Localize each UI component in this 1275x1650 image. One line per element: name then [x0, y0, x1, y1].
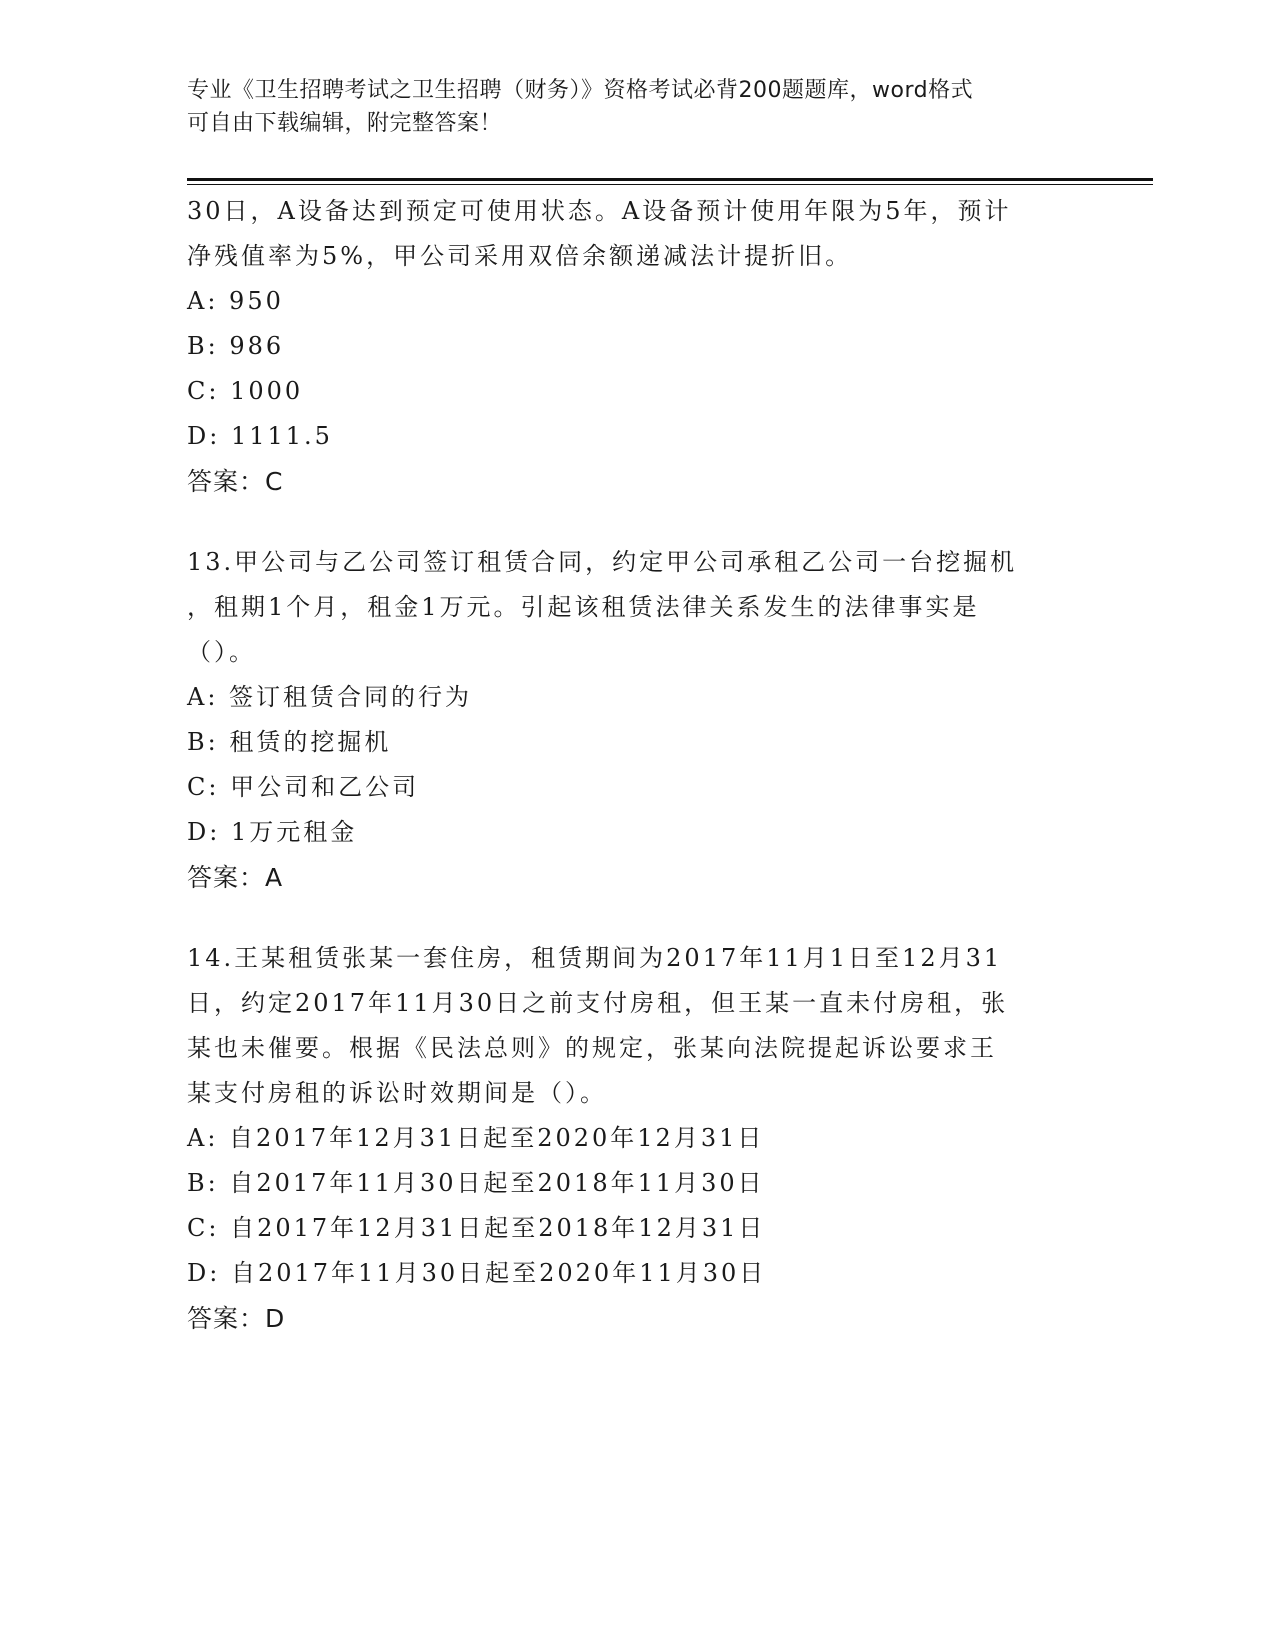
document-header — [187, 74, 1087, 140]
question-13 — [187, 540, 1087, 900]
option-a: A: 自2017年12月31日起至2020年12月31日 — [187, 1124, 765, 1152]
answer-line: 答案：A — [187, 863, 284, 892]
option-b: B: 986 — [187, 332, 285, 360]
question-text-line: 13.甲公司与乙公司签订租赁合同，约定甲公司承租乙公司一台挖掘机 — [187, 548, 1018, 576]
spacer — [187, 504, 1087, 540]
option-a: A: 签订租赁合同的行为 — [187, 683, 473, 711]
header-title-line-2: 可自由下载编辑，附完整答案！ — [187, 111, 503, 136]
option-d: D: 自2017年11月30日起至2020年11月30日 — [187, 1259, 767, 1287]
option-c: C: 自2017年12月31日起至2018年12月31日 — [187, 1214, 766, 1242]
spacer — [187, 900, 1087, 936]
question-12-continued — [187, 189, 1087, 504]
question-text-line: ，租期1个月，租金1万元。引起该租赁法律关系发生的法律事实是 — [187, 593, 980, 621]
option-a: A: 950 — [187, 287, 284, 315]
answer-line: 答案：C — [187, 467, 284, 496]
question-content — [187, 189, 1087, 1341]
option-d: D: 1万元租金 — [187, 818, 358, 846]
option-d: D: 1111.5 — [187, 422, 333, 450]
header-divider-thin — [187, 184, 1153, 185]
option-b: B: 自2017年11月30日起至2018年11月30日 — [187, 1169, 765, 1197]
question-14 — [187, 936, 1087, 1341]
question-text-line: 净残值率为5%，甲公司采用双倍余额递减法计提折旧。 — [187, 242, 853, 270]
question-text-line: 14.王某租赁张某一套住房，租赁期间为2017年11月1日至12月31 — [187, 944, 1003, 972]
question-text-line: （）。 — [187, 638, 256, 666]
question-text-line: 30日，A设备达到预定可使用状态。A设备预计使用年限为5年，预计 — [187, 197, 1012, 225]
question-text-line: 日，约定2017年11月30日之前支付房租，但王某一直未付房租，张 — [187, 989, 1009, 1017]
option-c: C: 1000 — [187, 377, 304, 405]
question-text-line: 某也未催要。根据《民法总则》的规定，张某向法院提起诉讼要求王 — [187, 1034, 997, 1062]
header-title-line-1: 专业《卫生招聘考试之卫生招聘（财务）》资格考试必背200题题库，word格式 — [187, 78, 974, 103]
answer-line: 答案：D — [187, 1304, 286, 1333]
question-text-line: 某支付房租的诉讼时效期间是（）。 — [187, 1079, 607, 1107]
header-divider-thick — [187, 178, 1153, 181]
option-b: B: 租赁的挖掘机 — [187, 728, 392, 756]
option-c: C: 甲公司和乙公司 — [187, 773, 420, 801]
